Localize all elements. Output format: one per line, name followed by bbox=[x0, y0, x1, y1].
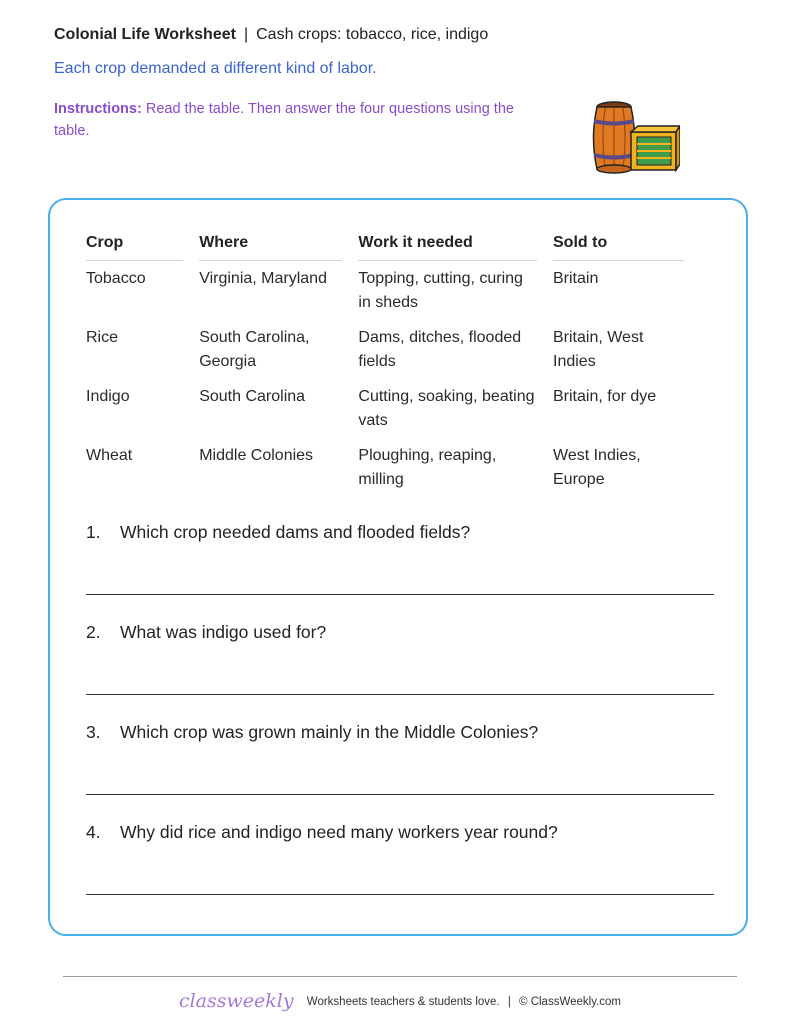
answer-line[interactable] bbox=[86, 594, 714, 595]
footer-copyright: © ClassWeekly.com bbox=[519, 996, 622, 1008]
table-cell: Britain bbox=[553, 270, 599, 287]
question-prompt: Which crop was grown mainly in the Middle Colonies? bbox=[120, 722, 539, 742]
question-number: 1. bbox=[86, 522, 101, 542]
header-separator: | bbox=[243, 26, 249, 43]
table-cell: Ploughing, reaping, milling bbox=[358, 447, 497, 488]
table-cell: Rice bbox=[86, 329, 119, 346]
crate-icon bbox=[631, 126, 680, 170]
question-number: 3. bbox=[86, 722, 101, 742]
table-cell: Dams, ditches, flooded fields bbox=[358, 329, 522, 370]
footer bbox=[0, 990, 800, 1012]
worksheet-header bbox=[54, 26, 488, 44]
table-row bbox=[86, 381, 684, 440]
header-where: Where bbox=[199, 234, 342, 261]
table-row bbox=[86, 261, 684, 322]
footer-separator: | bbox=[507, 996, 511, 1008]
table-cell: West Indies, Europe bbox=[553, 447, 641, 488]
table-cell: Britain, for dye bbox=[553, 388, 657, 405]
worksheet-subtitle: Each crop demanded a different kind of labor. bbox=[54, 60, 377, 77]
table-cell: Wheat bbox=[86, 447, 133, 464]
question-prompt: Why did rice and indigo need many workers year round? bbox=[120, 822, 558, 842]
instructions-label: Instructions: bbox=[54, 101, 142, 117]
question-text bbox=[86, 522, 470, 543]
question-3 bbox=[86, 718, 714, 818]
table-cell: Middle Colonies bbox=[199, 447, 314, 464]
question-4 bbox=[86, 818, 714, 918]
question-2 bbox=[86, 618, 714, 718]
brand-logo: classweekly bbox=[178, 990, 294, 1012]
question-1 bbox=[86, 518, 714, 618]
table-cell: Britain, West Indies bbox=[553, 329, 644, 370]
table-cell: South Carolina, Georgia bbox=[199, 329, 310, 370]
instructions-text: Read the table. Then answer the four questions using the table. bbox=[54, 101, 514, 139]
worksheet-card bbox=[48, 198, 748, 936]
question-text bbox=[86, 822, 558, 843]
question-text bbox=[86, 622, 326, 643]
table-row bbox=[86, 322, 684, 381]
crop-table bbox=[70, 234, 700, 499]
footer-divider bbox=[63, 976, 737, 977]
question-text bbox=[86, 722, 538, 743]
answer-line[interactable] bbox=[86, 894, 714, 895]
header-sold-to: Sold to bbox=[553, 234, 684, 261]
question-number: 2. bbox=[86, 622, 101, 642]
table-cell: Indigo bbox=[86, 388, 130, 405]
barrel-icon bbox=[594, 102, 635, 173]
worksheet-topic: Cash crops: tobacco, rice, indigo bbox=[256, 26, 489, 43]
table-cell: Cutting, soaking, beating vats bbox=[358, 388, 535, 429]
question-number: 4. bbox=[86, 822, 101, 842]
barrel-and-crate-illustration bbox=[588, 101, 680, 175]
question-list bbox=[86, 518, 714, 918]
question-prompt: What was indigo used for? bbox=[120, 622, 327, 642]
table-cell: South Carolina bbox=[199, 388, 306, 405]
answer-line[interactable] bbox=[86, 694, 714, 695]
worksheet-title: Colonial Life Worksheet bbox=[54, 26, 236, 43]
header-work: Work it needed bbox=[358, 234, 537, 261]
table-cell: Tobacco bbox=[86, 270, 146, 287]
instructions bbox=[54, 98, 544, 142]
table-cell: Virginia, Maryland bbox=[199, 270, 327, 287]
header-crop: Crop bbox=[86, 234, 183, 261]
table-row bbox=[86, 440, 684, 499]
footer-tagline: Worksheets teachers & students love. bbox=[306, 996, 500, 1008]
question-prompt: Which crop needed dams and flooded fields? bbox=[120, 522, 471, 542]
answer-line[interactable] bbox=[86, 794, 714, 795]
table-cell: Topping, cutting, curing in sheds bbox=[358, 270, 523, 311]
table-header-row bbox=[86, 234, 684, 261]
